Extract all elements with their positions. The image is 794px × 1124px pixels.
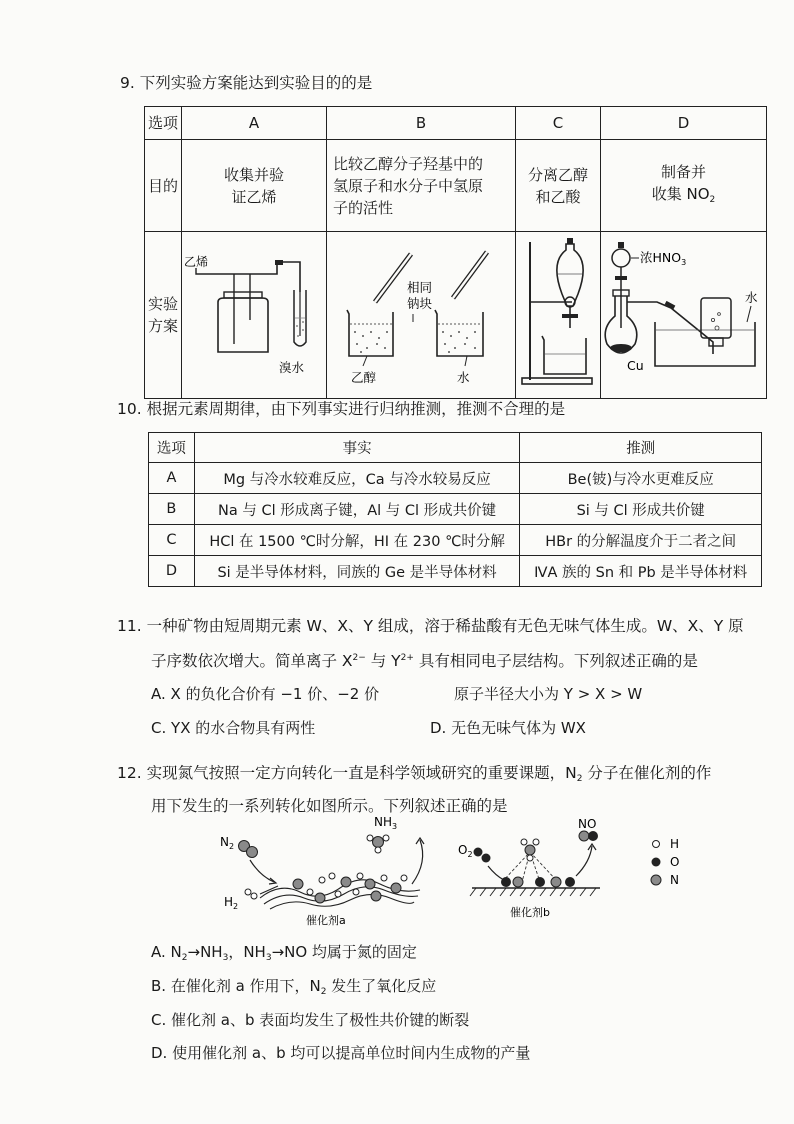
q10-row-fact: Si 是半导体材料，同族的 Ge 是半导体材料 xyxy=(194,556,520,587)
q12-fig-catalyst-b-label: 催化剂b xyxy=(510,906,550,919)
q10-row-option: C xyxy=(149,525,195,556)
q12-fig-n2-label: $N_2$ xyxy=(220,835,235,851)
q9-plan-row xyxy=(145,232,767,399)
q11-option-d[interactable]: D. 无色无味气体为 WX xyxy=(430,719,586,737)
q9-plan-label-line1: 实验 xyxy=(147,295,178,313)
q9-table xyxy=(144,106,767,399)
q10-row-option: D xyxy=(149,556,195,587)
q12-option-c-text: 催化剂 a、b 表面均发生了极性共价键的断裂 xyxy=(171,1011,470,1029)
q9-plan-label xyxy=(145,232,182,399)
q12-figure xyxy=(200,812,700,932)
q10-row-option: A xyxy=(149,463,195,494)
q9-header-c: C xyxy=(516,107,601,140)
q9-figure-c xyxy=(516,232,600,392)
q9-goal-b xyxy=(327,140,516,232)
q10-row-c xyxy=(149,525,762,556)
q11-option-c[interactable] xyxy=(151,718,315,738)
q9-fig-a-bromine-water: 溴水 xyxy=(279,360,305,375)
q12-option-a[interactable]: A. $N_2\to NH_3$，$NH_3\to NO$ 均属于氮的固定 xyxy=(151,943,417,963)
q11-option-c-mark: C. xyxy=(151,719,167,737)
q9-header-row xyxy=(145,107,767,140)
q9-goal-b-line2: 氢原子和水分子中氢原 xyxy=(333,176,484,195)
q9-goal-c xyxy=(516,140,601,232)
q9-figure-d xyxy=(601,232,766,392)
q9-figure-a xyxy=(182,232,326,392)
q10-row-d xyxy=(149,556,762,587)
q10-table xyxy=(148,432,762,587)
q10-row-guess: Si 与 Cl 形成共价键 xyxy=(520,494,762,525)
q9-goal-d-no2: 收集 NO xyxy=(651,184,710,203)
q11-option-c-text: YX 的水合物具有两性 xyxy=(171,719,316,737)
q11-option-b[interactable]: 原子半径大小为 Y > X > W xyxy=(454,685,643,703)
q9-header-option: 选项 xyxy=(145,107,182,140)
q10-header-guess: 推测 xyxy=(520,433,762,463)
q12-option-b[interactable]: B. 在催化剂 a 作用下，$N_2$ 发生了氧化反应 xyxy=(151,977,437,997)
q12-line1: 12. 实现氮气按照一定方向转化一直是科学领域研究的重要课题，$N_2$ 分子在催化剂的作 xyxy=(117,764,712,784)
q12-fig-catalyst-a-label: 催化剂a xyxy=(306,914,346,927)
q12-legend-h: H xyxy=(670,837,680,851)
q10-row-option: B xyxy=(149,494,195,525)
q9-fig-a-gas-label: 乙烯 xyxy=(184,255,209,269)
q9-figure-b xyxy=(327,232,515,392)
q12-fig-o2-label: $O_2$ xyxy=(458,843,473,859)
q12-option-d-mark: D. xyxy=(151,1044,168,1062)
q9-fig-b-water-label: 水 xyxy=(457,370,470,385)
q9-goal-d-no2-sub: 2 xyxy=(709,194,716,205)
q9-header-d: D xyxy=(601,107,767,140)
q9-goal-label: 目的 xyxy=(145,140,182,232)
q11-option-a[interactable]: A. X 的负化合价有 −1 价、−2 价 xyxy=(151,685,380,703)
q9-title: 9. 下列实验方案能达到实验目的的是 xyxy=(120,74,373,92)
q9-fig-b-ethanol-label: 乙醇 xyxy=(351,370,377,385)
q10-row-guess: Be(铍)与冷水更难反应 xyxy=(520,463,762,494)
q12-legend-n: N xyxy=(670,873,679,887)
q9-header-a: A xyxy=(182,107,327,140)
q9-goal-a-line1: 收集并验 xyxy=(223,165,284,184)
q12-fig-nh3-label: $NH_3$ xyxy=(374,815,398,831)
q10-row-fact: Mg 与冷水较难反应，Ca 与冷水较易反应 xyxy=(194,463,520,494)
q9-goal-c-line1: 分离乙醇 xyxy=(527,165,588,184)
q11-line1: 11. 一种矿物由短周期元素 W、X、Y 组成，溶于稀盐酸有无色无味气体生成。W、X、Y 原 xyxy=(117,617,744,635)
q9-plan-c xyxy=(516,232,601,399)
q12-option-c[interactable] xyxy=(151,1010,469,1030)
q9-goal-d xyxy=(601,140,767,232)
q10-header-fact: 事实 xyxy=(194,433,520,463)
q12-legend-o: O xyxy=(670,855,680,869)
q10-row-fact: HCl 在 1500 ℃时分解，HI 在 230 ℃时分解 xyxy=(194,525,520,556)
q9-header-b: B xyxy=(327,107,516,140)
q9-fig-d-acid-label: 浓$HNO_3$ xyxy=(640,250,687,267)
q11-line2: 子序数依次增大。简单离子 $X^{2-}$ 与 $Y^{2+}$ 具有相同电子层结构。下列叙述正确的是 xyxy=(151,652,698,670)
q9-goal-a xyxy=(182,140,327,232)
q10-header-option: 选项 xyxy=(149,433,195,463)
q10-row-guess: HBr 的分解温度介于二者之间 xyxy=(520,525,762,556)
q9-goal-b-line3: 子的活性 xyxy=(333,198,394,217)
q10-row-b xyxy=(149,494,762,525)
q9-fig-d-water-label: 水 xyxy=(745,290,758,305)
q9-fig-b-sodium-label: 钠块 xyxy=(407,296,433,311)
q9-plan-a xyxy=(182,232,327,399)
q9-goal-b-line1: 比较乙醇分子羟基中的 xyxy=(333,154,484,173)
q9-goal-row xyxy=(145,140,767,232)
q9-fig-b-same-label: 相同 xyxy=(407,280,433,295)
q10-header-row xyxy=(149,433,762,463)
q12-fig-no-label: NO xyxy=(578,817,597,831)
q9-goal-d-line2 xyxy=(603,183,764,211)
q9-goal-a-line2: 证乙烯 xyxy=(231,187,277,206)
q12-option-d[interactable] xyxy=(151,1043,530,1063)
q9-goal-d-line1: 制备并 xyxy=(660,162,706,181)
q9-goal-c-line2: 和乙酸 xyxy=(535,187,581,206)
q12-fig-h2-label: $H_2$ xyxy=(224,895,239,911)
q9-plan-label-line2: 方案 xyxy=(147,317,178,335)
q10-title: 10. 根据元素周期律，由下列事实进行归纳推测，推测不合理的是 xyxy=(117,400,566,418)
q9-plan-b xyxy=(327,232,516,399)
q9-fig-d-copper-label: Cu xyxy=(627,358,644,373)
q10-row-fact: Na 与 Cl 形成离子键，Al 与 Cl 形成共价键 xyxy=(194,494,520,525)
q10-row-guess: ⅣA 族的 Sn 和 Pb 是半导体材料 xyxy=(520,556,762,587)
q12-line2: 用下发生的一系列转化如图所示。下列叙述正确的是 xyxy=(151,797,508,815)
q12-option-d-text: 使用催化剂 a、b 均可以提高单位时间内生成物的产量 xyxy=(172,1044,531,1062)
q9-plan-d xyxy=(601,232,767,399)
q12-option-c-mark: C. xyxy=(151,1011,167,1029)
q10-row-a xyxy=(149,463,762,494)
